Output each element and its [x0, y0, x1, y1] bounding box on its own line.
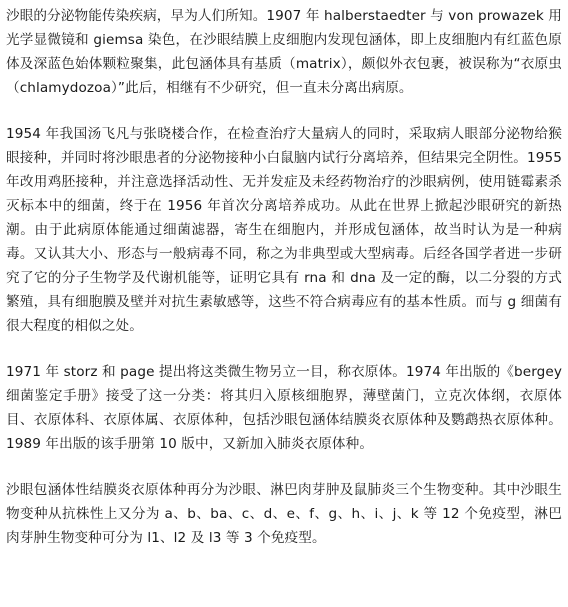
paragraph-2: 1954 年我国汤飞凡与张晓楼合作，在检查治疗大量病人的同时，采取病人眼部分泌物给猴眼接种，并同时将沙眼患者的分泌物接种小白鼠脑内试行分离培养，但结果完全阴性。1955 年改用鸡胚接种，并注意选择活动性、无并发症及未经药物治疗的沙眼病例，使用链霉素杀灭标本中的细菌，终于在 1956 年首次分离培养成功。从此在世界上掀起沙眼研究的新热潮。由于此病原体能通过细菌滤器，寄生在细胞内，并形成包涵体，故当时认为是一种病毒。又认其大小、形态与一般病毒不同，称之为非典型或大型病毒。后经各国学者进一步研究了它的分子生物学及代谢机能等，证明它具有 rna 和 dna 及一定的酶，以二分裂的方式繁殖，具有细胞膜及壁并对抗生素敏感等，这些不符合病毒应有的基本性质。而与 g 细菌有很大程度的相似之处。: [6, 126, 562, 334]
paragraph-1: 沙眼的分泌物能传染疾病，早为人们所知。1907 年 halberstaedter 与 von prowazek 用光学显微镜和 giemsa 染色，在沙眼结膜上皮细胞内发现包涵体，即上皮细胞内有红蓝色原体及深蓝色始体颗粒聚集，此包涵体具有基质（matrix），颇似外衣包裹，被误称为“衣原虫（chlamydozoa）”此后，相继有不少研究，但一直未分离出病原。: [6, 8, 562, 96]
paragraph-3: 1971 年 storz 和 page 提出将这类微生物另立一目，称衣原体。1974 年出版的《bergey 细菌鉴定手册》接受了这一分类：将其归入原核细胞界，薄壁菌门，立克次体纲，衣原体目、衣原体科、衣原体属、衣原体种，包括沙眼包涵体结膜炎衣原体种及鹦鹉热衣原体种。1989 年出版的该手册第 10 版中，又新加入肺炎衣原体种。: [6, 364, 562, 452]
paragraph-4: 沙眼包涵体性结膜炎衣原体种再分为沙眼、淋巴肉芽肿及鼠肺炎三个生物变种。其中沙眼生物变种从抗株性上又分为 a、b、ba、c、d、e、f、g、h、i、j、k 等 12 个免疫型，淋巴肉芽肿生物变种可分为 l1、l2 及 l3 等 3 个免疫型。: [6, 482, 562, 546]
